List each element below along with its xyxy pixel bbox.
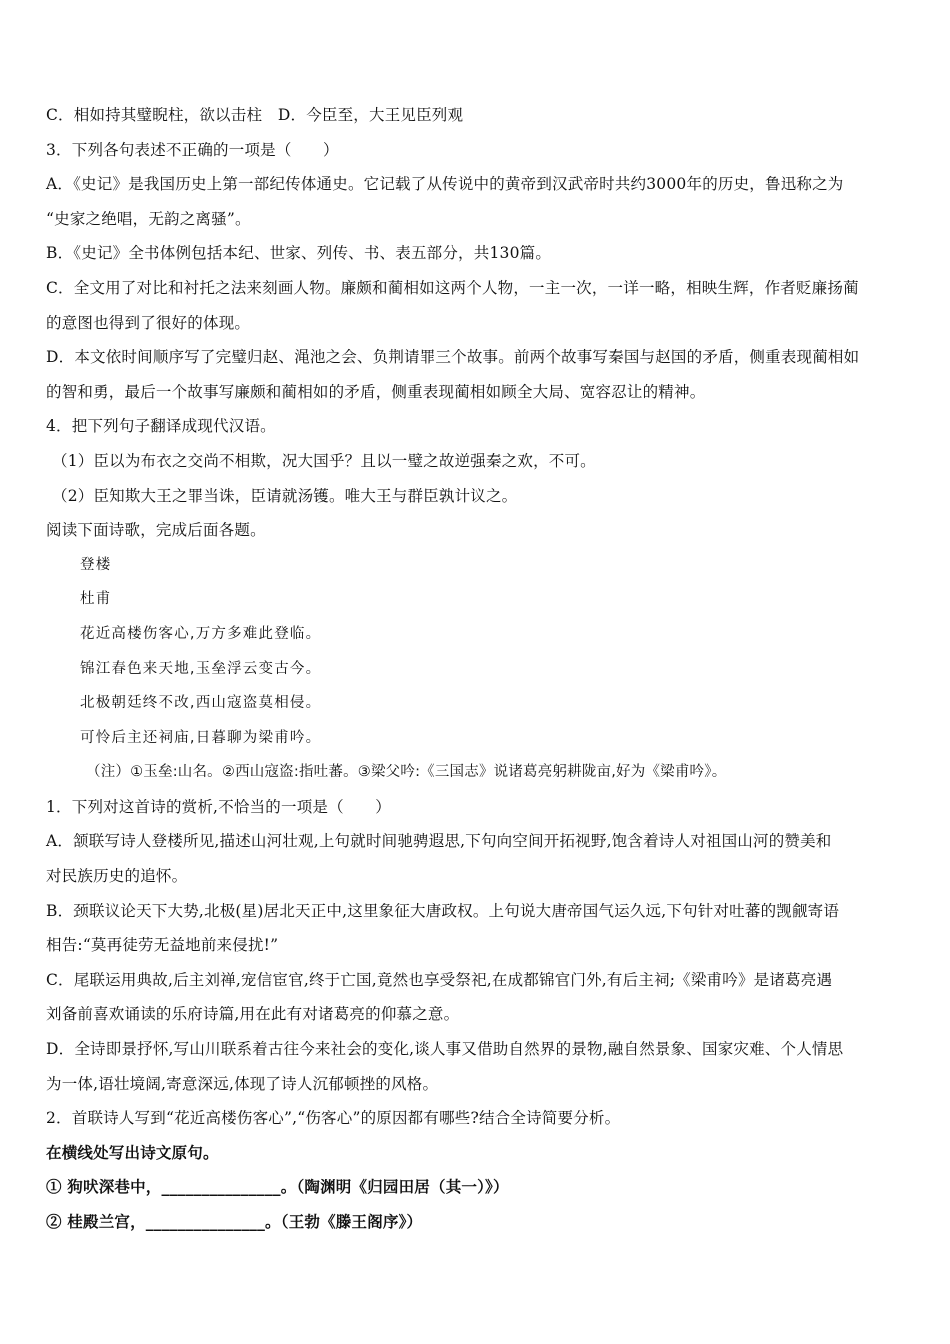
question-4: 4．把下列句子翻译成现代汉语。	[46, 417, 276, 436]
poem-verse: 花近高楼伤客心,万方多难此登临。	[80, 625, 322, 642]
fill-heading: 在横线处写出诗文原句。	[46, 1142, 219, 1162]
option-c-line-2: 的意图也得到了很好的体现。	[46, 313, 251, 332]
q1-option-b-line-1: B．颈联议论天下大势,北极(星)居北天正中,这里象征大唐政权。上句说大唐帝国气运久远,下句针对吐蕃的觊觎寄语	[46, 901, 840, 920]
poem-author: 杜甫	[80, 591, 112, 608]
fill-item: ② 桂殿兰宫，_______________。（王勃《滕王阁序》）	[46, 1212, 423, 1231]
question-2: 2．首联诗人写到“花近高楼伤客心”,“伤客心”的原因都有哪些?结合全诗简要分析。	[46, 1109, 621, 1128]
q1-option-b-line-2: 相告:“莫再徒劳无益地前来侵扰!”	[46, 936, 279, 955]
question-1: 1．下列对这首诗的赏析,不恰当的一项是（ ）	[46, 797, 391, 816]
document-page	[46, 98, 908, 1240]
q1-option-d-line-2: 为一体,语壮境阔,寄意深远,体现了诗人沉郁顿挫的风格。	[46, 1074, 439, 1093]
reading-instruction: 阅读下面诗歌，完成后面各题。	[46, 521, 266, 540]
translation-2: （2）臣知欺大王之罪当诛，臣请就汤镬。唯大王与群臣孰计议之。	[52, 486, 518, 505]
option-a-line-1: A．《史记》是我国历史上第一部纪传体通史。它记载了从传说中的黄帝到汉武帝时共约3000年的历史，鲁迅称之为	[46, 175, 844, 194]
question-3: 3．下列各句表述不正确的一项是（ ）	[46, 140, 339, 159]
poem-title: 登楼	[80, 556, 112, 573]
fill-item: ① 狗吠深巷中，_______________。（陶渊明《归园田居（其一）》）	[46, 1177, 509, 1197]
option-b: B．《史记》全书体例包括本纪、世家、列传、书、表五部分，共130篇。	[46, 244, 552, 263]
poem-verse: 北极朝廷终不改,西山寇盗莫相侵。	[80, 695, 322, 712]
poem-note: （注）①玉垒:山名。②西山寇盗:指吐蕃。③梁父吟:《三国志》说诸葛亮躬耕陇亩,好为《梁甫吟》。	[86, 764, 727, 781]
option-d-line-2: 的智和勇，最后一个故事写廉颇和蔺相如的矛盾，侧重表现蔺相如顾全大局、宽容忍让的精神。	[46, 382, 706, 401]
q1-option-a-line-2: 对民族历史的追怀。	[46, 867, 188, 886]
q1-option-a-line-1: A．颔联写诗人登楼所见,描述山河壮观,上句就时间驰骋遐思,下句向空间开拓视野,饱含着诗人对祖国山河的赞美和	[46, 832, 832, 851]
q1-option-c-line-1: C．尾联运用典故,后主刘禅,宠信宦官,终于亡国,竟然也享受祭祀,在成都锦官门外,有后主祠;《梁甫吟》是诸葛亮遇	[46, 970, 833, 989]
option-d-line-1: D．本文依时间顺序写了完璧归赵、渑池之会、负荆请罪三个故事。前两个故事写秦国与赵国的矛盾，侧重表现蔺相如	[46, 348, 860, 367]
option-a-line-2: “史家之绝唱，无韵之离骚”。	[46, 209, 251, 228]
option-c-line-1: C．全文用了对比和衬托之法来刻画人物。廉颇和蔺相如这两个人物，一主一次，一详一略，相映生辉，作者贬廉扬蔺	[46, 278, 859, 297]
q1-option-c-line-2: 刘备前喜欢诵读的乐府诗篇,用在此有对诸葛亮的仰慕之意。	[46, 1005, 460, 1024]
poem-verse: 可怜后主还祠庙,日暮聊为梁甫吟。	[80, 729, 322, 746]
q1-option-d-line-1: D．全诗即景抒怀,写山川联系着古往今来社会的变化,谈人事又借助自然界的景物,融自然景象、国家灾难、个人情思	[46, 1040, 844, 1059]
option-line: C．相如持其璧睨柱，欲以击柱 D．今臣至，大王见臣列观	[46, 106, 464, 124]
translation-1: （1）臣以为布衣之交尚不相欺，况大国乎？且以一璧之故逆强秦之欢，不可。	[52, 451, 596, 470]
poem-verse: 锦江春色来天地,玉垒浮云变古今。	[80, 660, 322, 677]
